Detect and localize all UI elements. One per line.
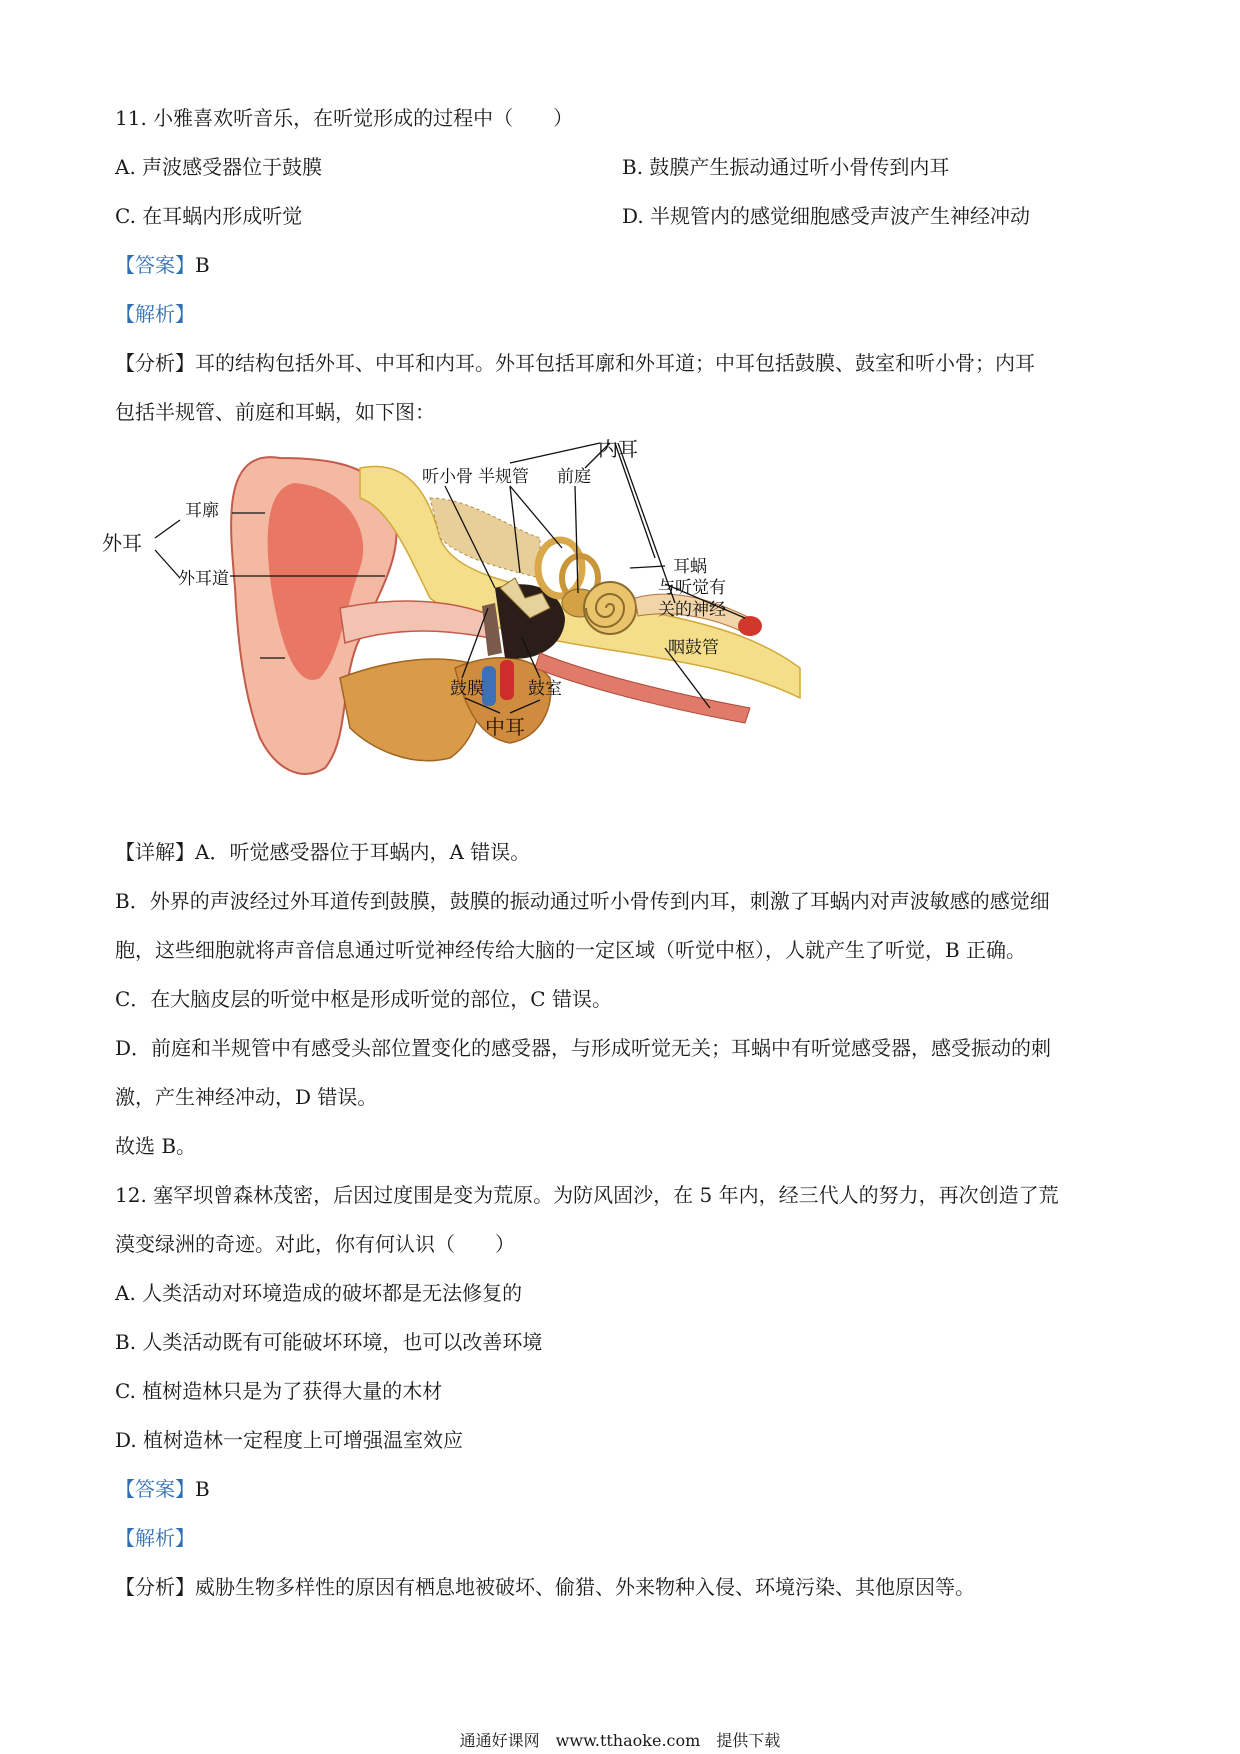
vessel-red <box>500 660 514 700</box>
q11-option-a: A. 声波感受器位于鼓膜 <box>115 155 323 179</box>
q11-conclusion: 故选 B。 <box>115 1134 197 1158</box>
answer-tag: 【答案】 <box>115 1477 195 1501</box>
page-footer: 通通好课网 www.tthaoke.com 提供下载 <box>459 1731 781 1750</box>
q11-option-c: C. 在耳蜗内形成听觉 <box>115 204 303 228</box>
q11-detail-b-line-1: B．外界的声波经过外耳道传到鼓膜，鼓膜的振动通过听小骨传到内耳，刺激了耳蜗内对声波敏感的感觉细 <box>115 889 1050 913</box>
q12-option-c: C. 植树造林只是为了获得大量的木材 <box>115 1379 443 1403</box>
label-nerve-line-1: 与听觉有 <box>658 578 726 598</box>
q12-analysis <box>115 1573 975 1601</box>
ear-canal-shape <box>340 601 490 643</box>
q12-stem-line-2: 漠变绿洲的奇迹。对此，你有何认识（ ） <box>115 1232 515 1256</box>
q12-option-b: B. 人类活动既有可能破坏环境，也可以改善环境 <box>115 1330 543 1354</box>
q12-option-d: D. 植树造林一定程度上可增强温室效应 <box>115 1428 464 1452</box>
semicircular-canal-1 <box>538 540 582 596</box>
answer-value: B <box>195 253 210 277</box>
jiexi-tag: 【解析】 <box>115 1526 195 1550</box>
q11-detail-a <box>115 838 530 866</box>
q11-option-b: B. 鼓膜产生振动通过听小骨传到内耳 <box>622 155 950 179</box>
ear-structure-diagram <box>102 437 840 828</box>
label-ossicles: 听小骨 <box>422 467 473 487</box>
detail-tag: 【详解】 <box>115 840 195 864</box>
q12-option-a: A. 人类活动对环境造成的破坏都是无法修复的 <box>115 1281 523 1305</box>
answer-tag: 【答案】 <box>115 253 195 277</box>
label-inner-ear: 内耳 <box>598 437 638 461</box>
label-middle-ear: 中耳 <box>485 715 525 739</box>
label-vestibule: 前庭 <box>557 467 591 487</box>
analysis-tag: 【分析】 <box>115 1575 195 1599</box>
jiexi-tag: 【解析】 <box>115 302 195 326</box>
analysis-text: 耳的结构包括外耳、中耳和内耳。外耳包括耳廓和外耳道；中耳包括鼓膜、鼓室和听小骨；内耳 <box>195 351 1035 375</box>
label-semicircular: 半规管 <box>478 467 529 487</box>
answer-value: B <box>195 1477 210 1501</box>
q12-jiexi <box>115 1524 195 1552</box>
label-tympanic: 鼓室 <box>528 679 562 699</box>
label-cochlea: 耳蜗 <box>673 557 707 577</box>
q11-stem: 11. 小雅喜欢听音乐，在听觉形成的过程中（ ） <box>115 106 574 130</box>
q11-answer <box>115 251 210 279</box>
analysis-text: 威胁生物多样性的原因有栖息地被破坏、偷猎、外来物种入侵、环境污染、其他原因等。 <box>195 1575 975 1599</box>
nerve-end <box>738 616 762 636</box>
label-auricle: 耳廓 <box>185 501 219 521</box>
q12-answer <box>115 1475 210 1503</box>
label-outer-ear: 外耳 <box>102 531 142 555</box>
q11-option-d: D. 半规管内的感觉细胞感受声波产生神经冲动 <box>622 204 1031 228</box>
label-ear-canal: 外耳道 <box>178 569 229 589</box>
q11-detail-b-line-2: 胞，这些细胞就将声音信息通过听觉神经传给大脑的一定区域（听觉中枢），人就产生了听觉，B 正确。 <box>115 938 1027 962</box>
q11-jiexi <box>115 300 195 328</box>
q11-detail-d-line-2: 激，产生神经冲动，D 错误。 <box>115 1085 378 1109</box>
vessel-blue <box>482 666 496 706</box>
q11-detail-d-line-1: D．前庭和半规管中有感受头部位置变化的感受器，与形成听觉无关；耳蜗中有听觉感受器，感受振动的刺 <box>115 1036 1052 1060</box>
label-nerve-line-2: 关的神经 <box>658 600 726 620</box>
q11-analysis-line-2: 包括半规管、前庭和耳蜗，如下图： <box>115 400 435 424</box>
detail-a-text: A．听觉感受器位于耳蜗内，A 错误。 <box>195 840 531 864</box>
label-eustachian: 咽鼓管 <box>668 638 719 658</box>
label-eardrum: 鼓膜 <box>450 679 484 699</box>
q11-detail-c: C．在大脑皮层的听觉中枢是形成听觉的部位，C 错误。 <box>115 987 612 1011</box>
q12-stem-line-1: 12. 塞罕坝曾森林茂密，后因过度围是变为荒原。为防风固沙，在 5 年内，经三代人的努力，再次创造了荒 <box>115 1183 1059 1207</box>
analysis-tag: 【分析】 <box>115 351 195 375</box>
q11-analysis-line-1 <box>115 349 1035 377</box>
